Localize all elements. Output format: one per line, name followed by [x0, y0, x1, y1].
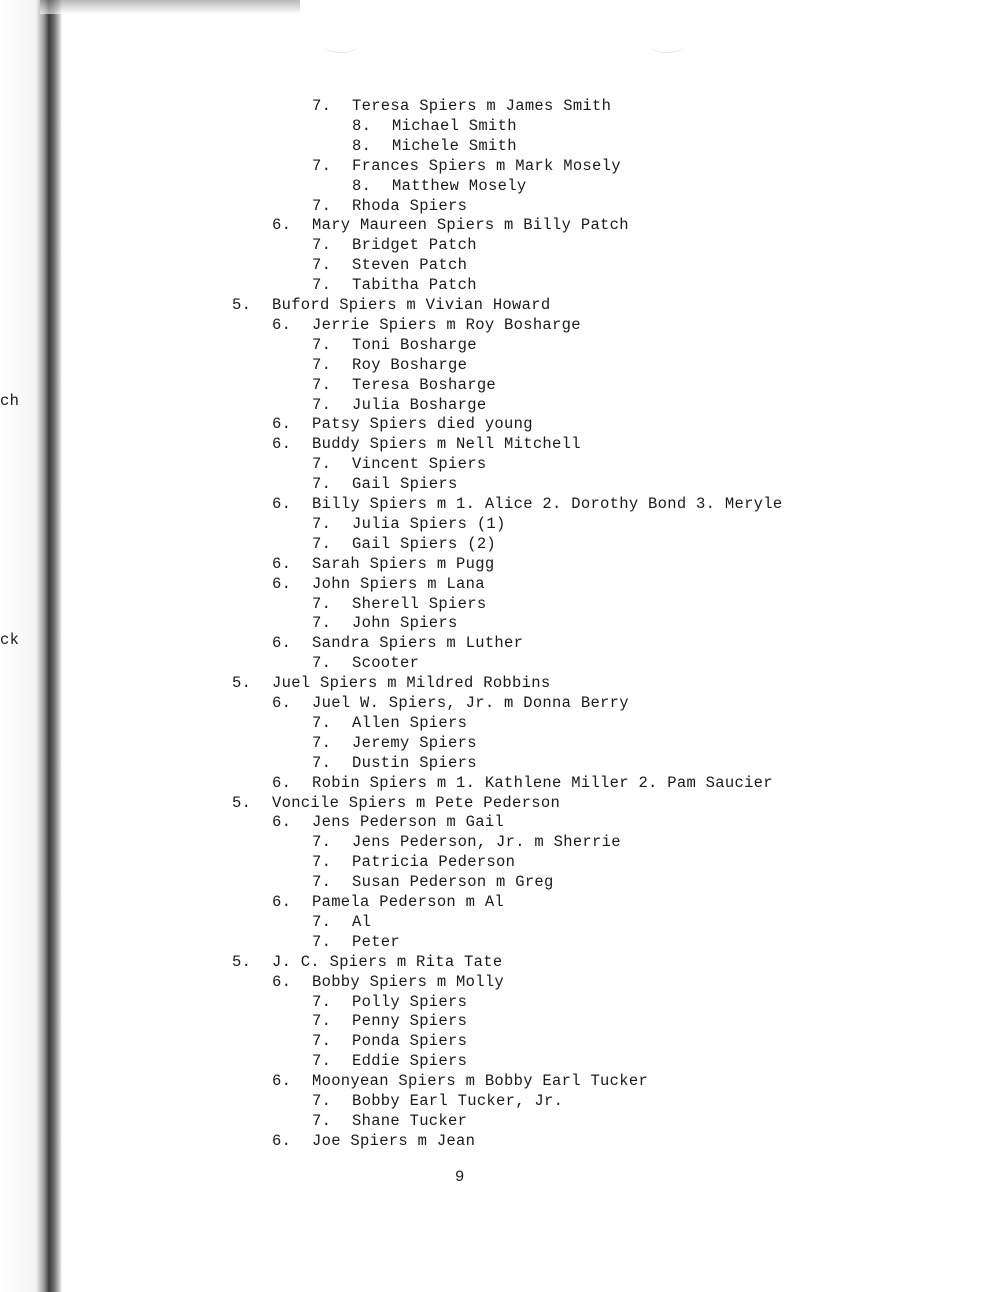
list-item: [312, 733, 477, 753]
generation-number: 6.: [272, 694, 292, 712]
list-item: [272, 1071, 648, 1091]
generation-number: 8.: [352, 136, 372, 155]
generation-number: 7.: [312, 873, 332, 892]
person-entry: Penny Spiers: [352, 1012, 468, 1031]
person-entry: Polly Spiers: [352, 992, 468, 1011]
list-item: [272, 215, 629, 235]
generation-number: 7.: [312, 713, 332, 732]
margin-text-fragment: ch: [0, 392, 20, 410]
person-entry: Teresa Spiers m James Smith: [352, 97, 612, 115]
person-entry: Gail Spiers: [352, 475, 458, 494]
person-entry: Bridget Patch: [352, 236, 477, 255]
generation-number: 6.: [272, 773, 292, 792]
list-item: [272, 773, 773, 793]
list-item: [312, 653, 419, 673]
person-entry: Moonyean Spiers m Bobby Earl Tucker: [312, 1072, 649, 1091]
person-entry: Julia Spiers (1): [352, 514, 506, 533]
list-item: [312, 992, 467, 1012]
list-item: [312, 1051, 467, 1071]
generation-number: 7.: [312, 1111, 332, 1130]
person-entry: Joe Spiers m Jean: [312, 1131, 476, 1150]
person-entry: Roy Bosharge: [352, 355, 468, 374]
generation-number: 6.: [272, 1131, 292, 1150]
list-item: [272, 972, 504, 992]
person-entry: Jeremy Spiers: [352, 733, 477, 752]
generation-number: 7.: [312, 534, 332, 553]
person-entry: Tabitha Patch: [352, 276, 477, 295]
page-top-shadow: [40, 0, 300, 14]
generation-number: 7.: [312, 256, 332, 275]
list-item: [272, 434, 581, 454]
generation-number: 7.: [312, 276, 332, 295]
list-item: [272, 554, 494, 574]
person-entry: Jerrie Spiers m Roy Bosharge: [312, 315, 581, 334]
list-item: [312, 1091, 563, 1111]
generation-number: 6.: [272, 634, 292, 653]
person-entry: Juel W. Spiers, Jr. m Donna Berry: [312, 694, 629, 712]
person-entry: Billy Spiers m 1. Alice 2. Dorothy Bond 3. Meryle: [312, 495, 783, 513]
person-entry: Juel Spiers m Mildred Robbins: [272, 674, 551, 693]
person-entry: Sarah Spiers m Pugg: [312, 554, 495, 573]
person-entry: Voncile Spiers m Pete Pederson: [272, 793, 561, 812]
person-entry: Susan Pederson m Greg: [352, 873, 554, 892]
person-entry: Bobby Earl Tucker, Jr.: [352, 1092, 564, 1110]
generation-number: 6.: [272, 813, 292, 832]
list-item: [312, 196, 467, 216]
generation-number: 7.: [312, 932, 332, 951]
person-entry: Peter: [352, 932, 401, 951]
list-item: [352, 176, 526, 196]
generation-number: 6.: [272, 893, 292, 911]
list-item: [312, 852, 515, 872]
person-entry: Al: [352, 912, 372, 931]
list-item: [312, 1031, 467, 1051]
generation-number: 6.: [272, 216, 292, 235]
generation-number: 7.: [312, 196, 332, 215]
list-item: [312, 375, 496, 395]
list-item: [352, 116, 517, 136]
generation-number: 8.: [352, 116, 372, 135]
generation-number: 7.: [312, 833, 332, 852]
person-entry: Matthew Mosely: [392, 176, 527, 195]
generation-number: 6.: [272, 415, 292, 434]
list-item: [272, 892, 504, 912]
person-entry: Teresa Bosharge: [352, 375, 497, 394]
list-item: [312, 872, 554, 892]
person-entry: Sandra Spiers m Luther: [312, 634, 524, 653]
list-item: [312, 1011, 467, 1031]
list-item: [312, 156, 621, 176]
person-entry: Patricia Pederson: [352, 853, 516, 872]
person-entry: Michael Smith: [392, 116, 517, 135]
generation-number: 7.: [312, 1012, 332, 1031]
generation-number: 7.: [312, 594, 332, 613]
page-number: 9: [455, 1168, 465, 1186]
generation-number: 7.: [312, 475, 332, 494]
person-entry: Robin Spiers m 1. Kathlene Miller 2. Pam Saucier: [312, 773, 773, 792]
list-item: [312, 1111, 467, 1131]
generation-number: 7.: [312, 1032, 332, 1051]
generation-number: 7.: [312, 853, 332, 872]
generation-number: 7.: [312, 455, 332, 474]
person-entry: Julia Bosharge: [352, 395, 487, 414]
person-entry: Allen Spiers: [352, 713, 468, 732]
list-item: [312, 335, 477, 355]
person-entry: Dustin Spiers: [352, 753, 477, 772]
person-entry: Gail Spiers (2): [352, 534, 497, 553]
generation-number: 7.: [312, 514, 332, 533]
generation-number: 6.: [272, 1072, 292, 1091]
list-item: [272, 633, 523, 653]
generation-number: 7.: [312, 614, 332, 633]
list-item: [312, 96, 611, 116]
generation-number: 6.: [272, 972, 292, 991]
list-item: [312, 932, 400, 952]
generation-number: 6.: [272, 554, 292, 573]
list-item: [312, 753, 477, 773]
list-item: [312, 613, 458, 633]
person-entry: Scooter: [352, 654, 420, 673]
generation-number: 8.: [352, 176, 372, 195]
person-entry: Sherell Spiers: [352, 594, 487, 613]
list-item: [232, 793, 560, 813]
list-item: [272, 494, 782, 514]
person-entry: Toni Bosharge: [352, 335, 477, 354]
person-entry: John Spiers: [352, 614, 458, 633]
list-item: [312, 255, 467, 275]
person-entry: Jens Pederson m Gail: [312, 813, 505, 832]
person-entry: Bobby Spiers m Molly: [312, 972, 505, 991]
list-item: [352, 136, 517, 156]
person-entry: Steven Patch: [352, 256, 468, 275]
person-entry: Buford Spiers m Vivian Howard: [272, 296, 551, 314]
person-entry: Mary Maureen Spiers m Billy Patch: [312, 216, 629, 235]
list-item: [312, 832, 621, 852]
list-item: [272, 574, 485, 594]
list-item: [232, 673, 550, 693]
person-entry: Shane Tucker: [352, 1111, 468, 1130]
list-item: [272, 693, 629, 713]
person-entry: Rhoda Spiers: [352, 196, 468, 215]
list-item: [312, 355, 467, 375]
list-item: [232, 295, 550, 315]
generation-number: 7.: [312, 912, 332, 931]
list-item: [312, 713, 467, 733]
list-item: [312, 454, 486, 474]
list-item: [272, 812, 504, 832]
generation-number: 5.: [232, 952, 252, 971]
person-entry: Buddy Spiers m Nell Mitchell: [312, 435, 581, 454]
list-item: [312, 514, 506, 534]
person-entry: Jens Pederson, Jr. m Sherrie: [352, 833, 621, 852]
list-item: [272, 414, 533, 434]
generation-number: 7.: [312, 654, 332, 673]
person-entry: Patsy Spiers died young: [312, 415, 533, 434]
list-item: [312, 594, 486, 614]
generation-number: 6.: [272, 435, 292, 454]
generation-number: 6.: [272, 574, 292, 593]
generation-number: 7.: [312, 733, 332, 752]
generation-number: 5.: [232, 674, 252, 693]
list-item: [312, 912, 371, 932]
person-entry: Michele Smith: [392, 136, 517, 155]
list-item: [312, 474, 458, 494]
person-entry: Pamela Pederson m Al: [312, 893, 505, 911]
generation-number: 6.: [272, 495, 292, 513]
person-entry: Vincent Spiers: [352, 455, 487, 474]
generation-number: 5.: [232, 296, 252, 314]
person-entry: Eddie Spiers: [352, 1052, 468, 1071]
margin-text-fragment: ck: [0, 631, 20, 649]
generation-number: 7.: [312, 97, 332, 115]
generation-number: 7.: [312, 236, 332, 255]
generation-number: 7.: [312, 355, 332, 374]
punch-hole-mark: [650, 38, 684, 53]
punch-hole-mark: [324, 38, 358, 53]
generation-number: 7.: [312, 1052, 332, 1071]
generation-number: 7.: [312, 992, 332, 1011]
person-entry: Frances Spiers m Mark Mosely: [352, 156, 621, 175]
list-item: [272, 1131, 475, 1151]
list-item: [312, 275, 477, 295]
generation-number: 7.: [312, 395, 332, 414]
person-entry: J. C. Spiers m Rita Tate: [272, 952, 503, 971]
generation-number: 7.: [312, 1092, 332, 1110]
list-item: [312, 534, 496, 554]
list-item: [312, 235, 477, 255]
generation-number: 7.: [312, 753, 332, 772]
generation-number: 7.: [312, 375, 332, 394]
person-entry: John Spiers m Lana: [312, 574, 485, 593]
generation-number: 7.: [312, 335, 332, 354]
list-item: [232, 952, 502, 972]
list-item: [272, 315, 581, 335]
person-entry: Ponda Spiers: [352, 1032, 468, 1051]
generation-number: 6.: [272, 315, 292, 334]
list-item: [312, 395, 486, 415]
generation-number: 7.: [312, 156, 332, 175]
generation-number: 5.: [232, 793, 252, 812]
